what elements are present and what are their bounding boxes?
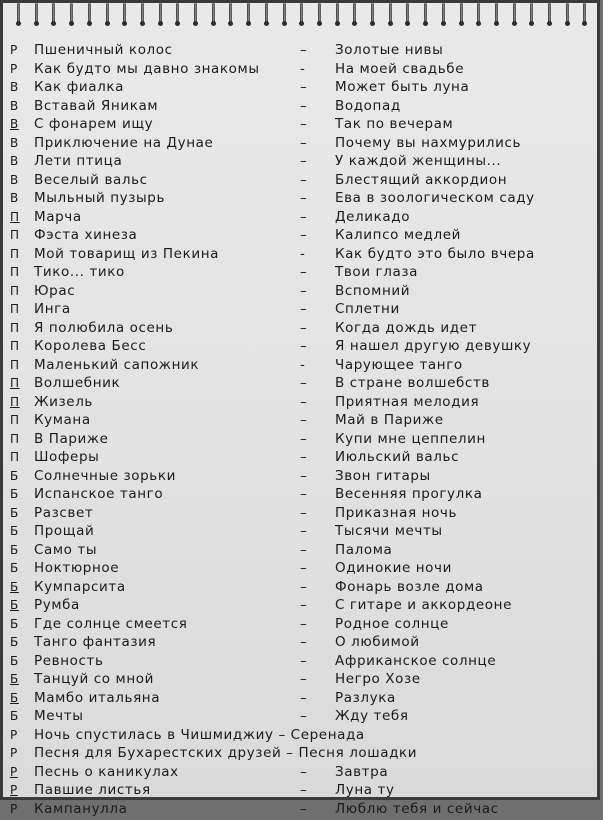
spiral-hole [476,21,481,26]
spiral-hole [282,21,287,26]
spiral-hole [547,21,552,26]
song-title-right: У каждой женщины... [335,153,502,169]
song-title-right: Когда дождь идет [335,319,478,336]
spiral-hole [352,21,357,26]
song-title-right: На моей свадьбе [335,60,465,77]
spiral-hole [69,21,74,26]
song-title-right: Купи мне цеппелин [335,430,486,447]
separator-dash: – [300,430,308,447]
separator-dash: – [300,578,308,595]
song-title-left: Испанское танго [34,486,164,502]
song-title-left: Волшебник [34,375,121,391]
song-title-right: В стране волшебств [335,375,490,391]
separator-dash: – [300,393,308,410]
separator-dash: – [300,671,308,687]
song-title-right: Разлука [335,689,396,706]
category-mark: Б [10,542,19,557]
spiral-hole [405,21,410,26]
spiral-hole [512,21,517,26]
song-title-left: Мечты [34,708,84,724]
spiral-hole [34,21,39,26]
spiral-hole [494,21,499,26]
song-title-left: Лети птица [34,153,123,169]
song-title-left: Кумана [34,412,91,428]
spiral-hole [388,21,393,26]
separator-dash: – [300,412,308,428]
separator-dash: – [300,652,308,669]
separator-dash: – [300,190,308,206]
song-title-left: Как фиалка [34,79,124,95]
category-mark: П [10,209,20,224]
separator-dash: – [300,523,308,539]
category-mark: В [10,154,19,168]
spiral-hole [122,21,127,26]
song-title-right: Почему вы нахмурились [335,134,522,151]
song-title-right: Как будто это было вчера [335,245,535,262]
song-title-right: Весенняя прогулка [335,486,483,502]
spiral-hole [335,21,340,26]
category-mark: В [10,117,19,131]
category-mark: Б [10,468,19,483]
separator-dash: – [300,708,308,724]
spiral-hole [211,21,216,26]
spiral-hole [370,21,375,26]
spiral-hole [16,21,21,26]
separator-dash: - [300,245,306,262]
song-title-left: Песня для Бухарестских друзей – Песня лошадки [34,745,418,761]
song-title-left: Приключение на Дунае [34,134,214,151]
category-mark: Б [10,598,19,612]
category-mark: Б [10,690,19,705]
separator-dash: – [300,782,308,798]
category-mark: П [10,283,20,298]
category-mark: Б [10,487,19,501]
song-title-left: Ночь спустилась в Чишмиджиу – Серенада [34,726,365,743]
category-mark: В [10,80,19,94]
category-mark: П [10,228,20,242]
spiral-hole [140,21,145,26]
song-title-right: С гитаре и аккордеоне [335,597,512,613]
song-title-right: Приятная мелодия [335,393,480,410]
category-mark: П [10,431,20,446]
separator-dash: – [300,689,308,706]
song-title-left: Песнь о каникулах [34,763,179,780]
separator-dash: – [300,449,308,465]
song-title-left: Шоферы [34,449,100,465]
separator-dash: – [300,116,308,132]
category-mark: Б [10,672,19,686]
spiral-hole [228,21,233,26]
category-mark: Р [10,801,18,816]
song-title-right: Луна ту [335,782,395,798]
category-mark: П [10,394,20,409]
song-title-left: Маленький сапожник [34,356,200,373]
separator-dash: – [300,171,308,188]
song-title-left: В Париже [34,430,109,447]
separator-dash: – [300,338,308,354]
song-title-right: Калипсо медлей [335,227,461,243]
spiral-hole [459,21,464,26]
song-title-left: Павшие листья [34,782,151,798]
category-mark: П [10,450,20,464]
spiral-hole [441,21,446,26]
song-title-right: Сплетни [335,301,400,317]
category-mark: В [10,135,19,150]
song-title-right: Одинокие ночи [335,560,452,576]
separator-dash: – [300,375,308,391]
category-mark: В [10,98,19,113]
separator-dash: – [300,800,308,817]
category-mark: П [10,357,20,372]
song-title-right: Фонарь возле дома [335,578,484,595]
song-title-left: Инга [34,301,71,317]
song-title-left: Жизель [34,393,93,410]
song-title-right: Африканское солнце [335,652,497,669]
spiral-hole [529,21,534,26]
song-title-right: Май в Париже [335,412,444,428]
song-title-right: Может быть луна [335,79,470,95]
song-title-right: Твои глаза [335,264,418,280]
category-mark: Р [10,746,18,760]
separator-dash: – [300,264,308,280]
song-title-left: Разсвет [34,504,94,521]
song-title-right: Я нашел другую девушку [335,338,532,354]
song-title-left: Пшеничный колос [34,42,173,58]
separator-dash: – [300,97,308,114]
spiral-hole [246,21,251,26]
category-mark: П [10,413,20,427]
song-title-right: Водопад [335,97,401,114]
song-title-right: Чарующее танго [335,356,463,373]
song-title-right: Блестящий аккордион [335,171,508,188]
category-mark: Р [10,61,18,76]
song-title-right: Золотые нивы [335,42,444,58]
separator-dash: – [300,634,308,650]
song-title-left: Ревность [34,652,104,669]
spiral-binding [3,3,603,31]
song-title-left: Ноктюрное [34,560,120,576]
category-mark: Б [10,709,19,723]
category-mark: Б [10,505,19,520]
spiral-hole [423,21,428,26]
category-mark: В [10,172,19,187]
song-title-right: Звон гитары [335,467,431,484]
song-title-left: Королева Бесс [34,338,147,354]
separator-dash: – [300,301,308,317]
song-title-left: Кампанулла [34,800,128,817]
spiral-hole [158,21,163,26]
song-title-right: Тысячи мечты [335,523,443,539]
category-mark: П [10,246,20,261]
song-title-left: Само ты [34,541,98,558]
separator-dash: – [300,541,308,558]
category-mark: Б [10,635,19,649]
song-title-left: Я полюбила осень [34,319,174,336]
spiral-hole [175,21,180,26]
song-title-left: Мыльный пузырь [34,190,166,206]
separator-dash: – [300,319,308,336]
separator-dash: - [300,60,306,77]
spiral-hole [87,21,92,26]
song-title-left: Кумпарсита [34,578,126,595]
category-mark: П [10,376,20,390]
separator-dash: – [300,467,308,484]
song-title-left: Танго фантазия [34,634,157,650]
song-title-left: Мамбо итальяна [34,689,161,706]
song-title-left: Вставай Яникам [34,97,159,114]
separator-dash: - [300,356,306,373]
separator-dash: – [300,486,308,502]
song-title-right: Люблю тебя и сейчас [335,800,499,817]
song-title-right: Негро Хозе [335,671,421,687]
song-title-left: С фонарем ищу [34,116,154,132]
category-mark: Р [10,783,18,797]
song-title-left: Танцуй со мной [34,671,155,687]
list-item [3,798,603,820]
spiral-hole [51,21,56,26]
category-mark: П [10,339,20,353]
song-title-left: Румба [34,597,80,613]
song-title-right: Приказная ночь [335,504,458,521]
song-title-right: О любимой [335,634,420,650]
category-mark: Б [10,561,19,575]
separator-dash: – [300,615,308,632]
song-title-right: Ева в зоологическом саду [335,190,535,206]
category-mark: Б [10,616,19,631]
spiral-hole [105,21,110,26]
song-title-right: Так по вечерам [335,116,454,132]
song-title-right: Завтра [335,763,389,780]
category-mark: Б [10,579,19,594]
category-mark: П [10,302,20,316]
category-mark: Р [10,43,18,57]
separator-dash: – [300,597,308,613]
category-mark: П [10,265,20,279]
song-title-right: Родное солнце [335,615,449,632]
category-mark: Б [10,524,19,538]
song-title-left: Прощай [34,523,95,539]
spiral-hole [565,21,570,26]
song-title-left: Веселый вальс [34,171,148,188]
song-title-right: Жду тебя [335,708,409,724]
category-mark: Б [10,653,19,668]
spiral-hole [582,21,587,26]
song-title-right: Палома [335,541,393,558]
song-title-left: Марча [34,208,82,225]
separator-dash: – [300,227,308,243]
song-title-left: Где солнце смеется [34,615,188,632]
separator-dash: – [300,560,308,576]
separator-dash: – [300,208,308,225]
category-mark: В [10,191,19,205]
song-title-left: Солнечные зорьки [34,467,176,484]
separator-dash: – [300,42,308,58]
spiral-hole [264,21,269,26]
separator-dash: – [300,134,308,151]
separator-dash: – [300,504,308,521]
song-title-left: Юрас [34,282,76,299]
separator-dash: – [300,763,308,780]
category-mark: Р [10,727,18,742]
separator-dash: – [300,153,308,169]
song-title-left: Как будто мы давно знакомы [34,60,260,77]
song-title-right: Вспомний [335,282,411,299]
spiral-hole [299,21,304,26]
song-title-left: Мой товарищ из Пекина [34,245,220,262]
song-title-left: Тико... тико [34,264,125,280]
category-mark: П [10,320,20,335]
separator-dash: – [300,282,308,299]
category-mark: Р [10,764,18,779]
song-title-right: Июльский вальс [335,449,460,465]
spiral-hole [193,21,198,26]
separator-dash: – [300,79,308,95]
song-title-right: Деликадо [335,208,411,225]
song-title-left: Фэста хинеза [34,227,138,243]
spiral-hole [317,21,322,26]
